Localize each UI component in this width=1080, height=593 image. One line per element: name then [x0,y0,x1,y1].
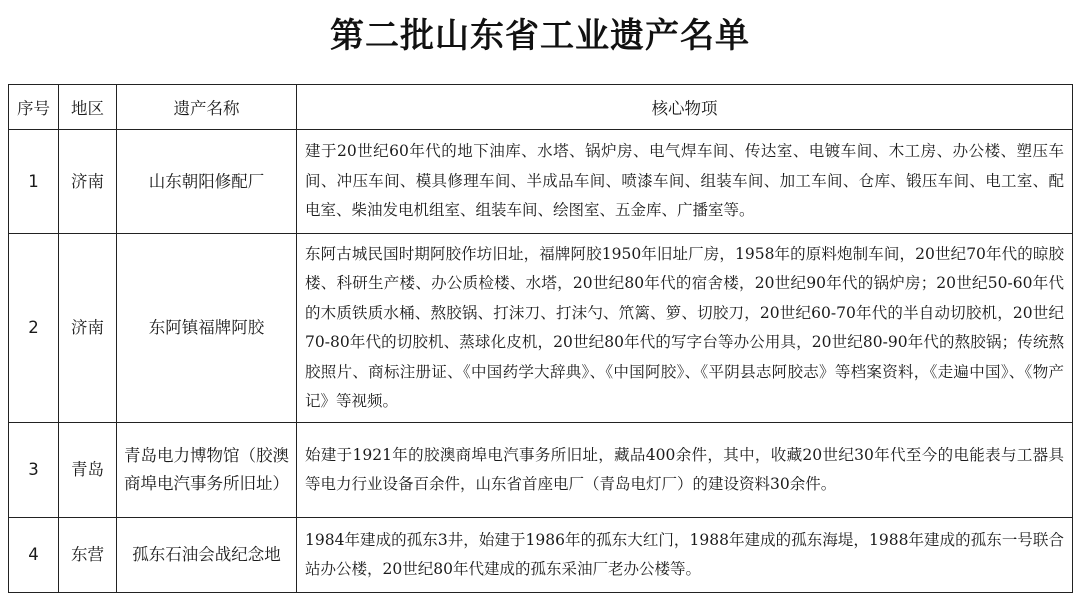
row-region: 东营 [59,518,117,593]
table-row [9,518,1073,593]
table-row [9,234,1073,423]
row-core-items: 1984年建成的孤东3井，始建于1986年的孤东大红门，1988年建成的孤东海堤，1988年建成的孤东一号联合站办公楼，20世纪80年代建成的孤东采油厂老办公楼等。 [297,518,1073,593]
row-no: 4 [9,518,59,593]
row-heritage-name: 孤东石油会战纪念地 [117,518,297,593]
row-region: 济南 [59,130,117,234]
header-row [9,85,1073,130]
table-row [9,423,1073,518]
row-no: 2 [9,234,59,423]
row-heritage-name: 山东朝阳修配厂 [117,130,297,234]
header-name: 遗产名称 [117,85,297,130]
row-region: 青岛 [59,423,117,518]
header-region: 地区 [59,85,117,130]
row-region: 济南 [59,234,117,423]
row-heritage-name: 青岛电力博物馆（胶澳商埠电汽事务所旧址） [117,423,297,518]
header-items: 核心物项 [297,85,1073,130]
row-heritage-name: 东阿镇福牌阿胶 [117,234,297,423]
row-no: 3 [9,423,59,518]
row-core-items: 建于20世纪60年代的地下油库、水塔、锅炉房、电气焊车间、传达室、电镀车间、木工房、办公楼、塑压车间、冲压车间、模具修理车间、半成品车间、喷漆车间、组装车间、加工车间、仓库、锻压车间、电工室、配电室、柴油发电机组室、组装车间、绘图室、五金库、广播室等。 [297,130,1073,234]
table-row [9,130,1073,234]
row-core-items: 东阿古城民国时期阿胶作坊旧址，福牌阿胶1950年旧址厂房，1958年的原料炮制车间，20世纪70年代的晾胶楼、科研生产楼、办公质检楼、水塔，20世纪80年代的宿舍楼，20世纪90年代的锅炉房；20世纪50-60年代的木质铁质水桶、熬胶锅、打沫刀、打沫勺、笊篱、箩、切胶刀，20世纪60-70年代的半自动切胶机，20世纪70-80年代的切胶机、蒸球化皮机，20世纪80年代的写字台等办公用具，20世纪80-90年代的熬胶锅；传统熬胶照片、商标注册证、《中国药学大辞典》、《中国阿胶》、《平阴县志阿胶志》等档案资料，《走遍中国》、《物产记》等视频。 [297,234,1073,423]
header-no: 序号 [9,85,59,130]
page-title: 第二批山东省工业遗产名单 [330,16,750,56]
row-no: 1 [9,130,59,234]
row-core-items: 始建于1921年的胶澳商埠电汽事务所旧址，藏品400余件，其中，收藏20世纪30年代至今的电能表与工器具等电力行业设备百余件，山东省首座电厂（青岛电灯厂）的建设资料30余件。 [297,423,1073,518]
heritage-table [8,84,1073,593]
